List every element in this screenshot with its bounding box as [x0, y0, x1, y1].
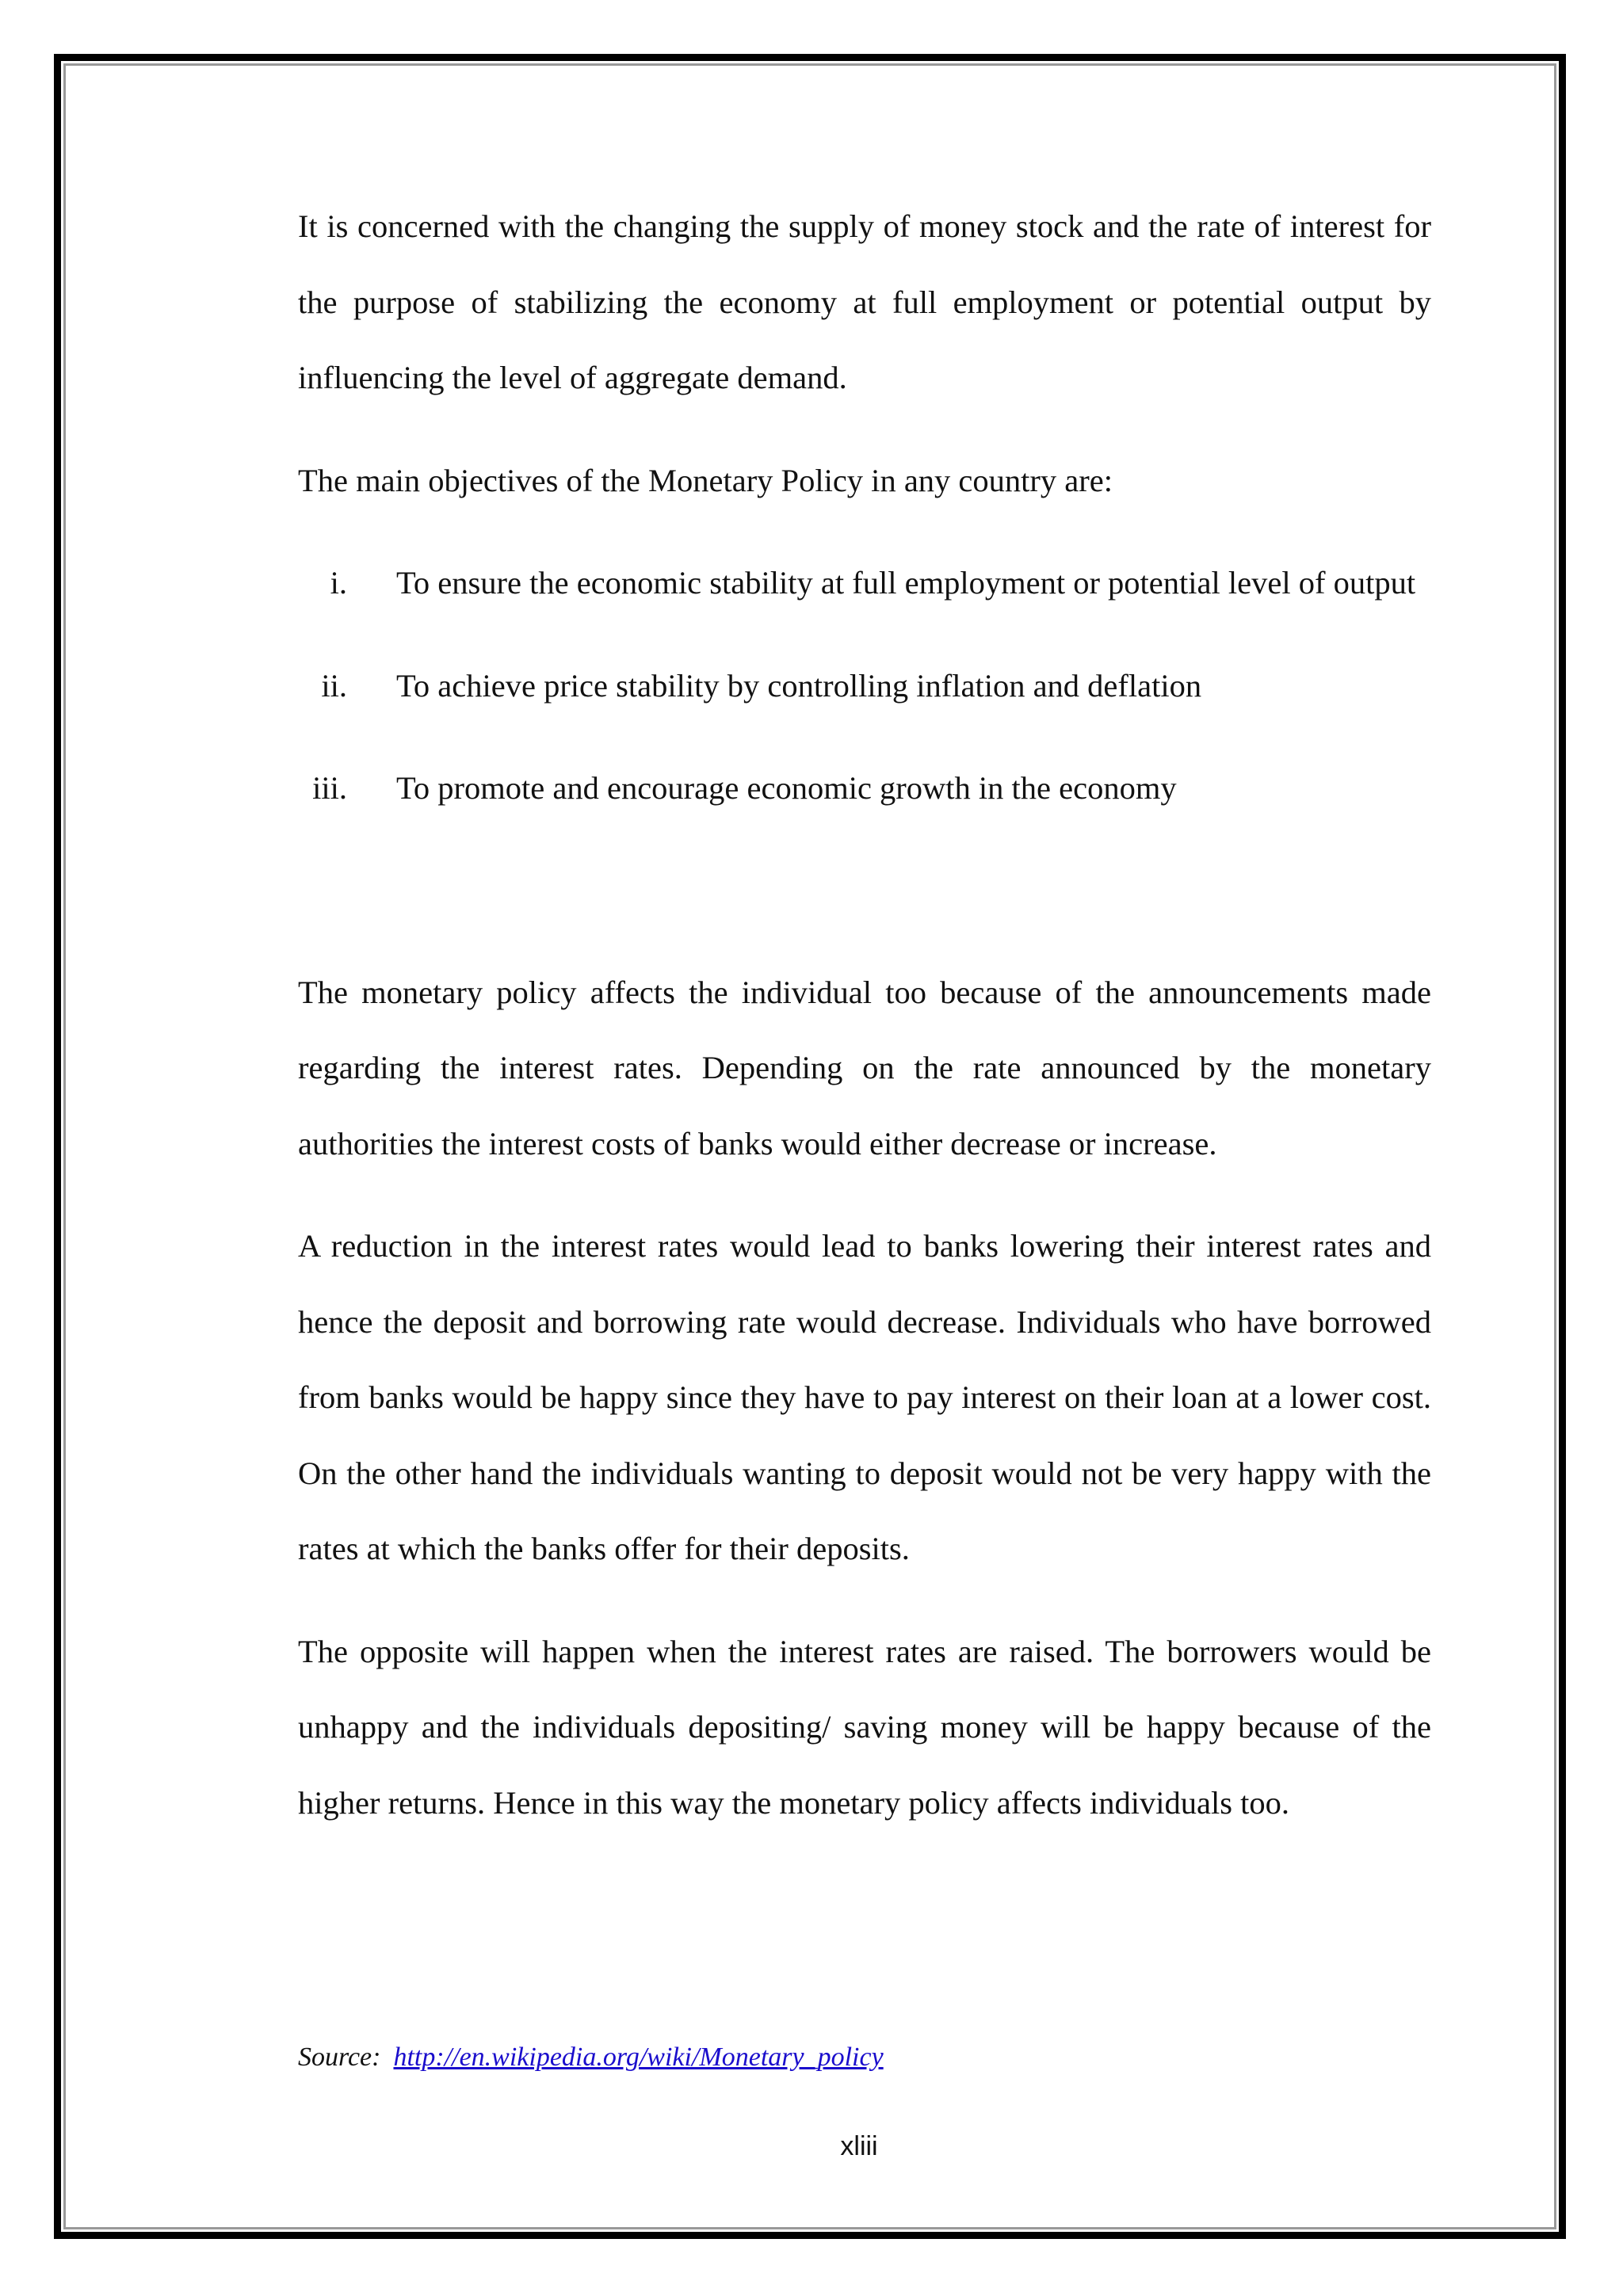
source-citation — [298, 2042, 884, 2073]
paragraph-rate-reduction: A reduction in the interest rates would lead to banks lowering their interest rates and hence the deposit and borrowing rate would decrease. Individuals who have borrowed from banks would be happy since they have to pay interest on their loan at a lower cost. On the other hand the individuals wanting to deposit would not be very happy with the rates at which the banks offer for their deposits. — [298, 1228, 1431, 1566]
list-item-text: To ensure the economic stability at full employment or potential level of output — [396, 565, 1416, 601]
list-item — [298, 648, 1431, 724]
list-item-number: iii. — [312, 770, 347, 806]
paragraph-rate-increase: The opposite will happen when the interest rates are raised. The borrowers would be unhappy and the individuals depositing/ saving money will be happy because of the higher returns. Hence in this way the monetary policy affects individuals too. — [298, 1633, 1431, 1821]
objectives-intro: The main objectives of the Monetary Policy in any country are: — [298, 462, 1113, 498]
paragraph-definition: It is concerned with the changing the supply of money stock and the rate of interest for the purpose of stabilizing the economy at full employment or potential output by influencing the level of aggregate demand. — [298, 208, 1431, 395]
list-item — [298, 750, 1431, 826]
list-item-text: To promote and encourage economic growth in the economy — [396, 770, 1177, 806]
section-spacer — [298, 853, 1431, 955]
list-item — [298, 545, 1431, 621]
document-body — [298, 189, 1431, 1867]
list-item-number: ii. — [321, 667, 347, 704]
source-link[interactable]: http://en.wikipedia.org/wiki/Monetary_policy — [393, 2042, 884, 2072]
objectives-list — [298, 545, 1431, 826]
list-item-number: i. — [330, 565, 347, 601]
page-number: xliii — [840, 2131, 878, 2161]
paragraph-individual-effect: The monetary policy affects the individual too because of the announcements made regarding the interest rates. Depending on the rate announced by the monetary authorities the interest costs of banks would either decrease or increase. — [298, 974, 1431, 1161]
source-label: Source: — [298, 2042, 381, 2072]
list-item-text: To achieve price stability by controlling inflation and deflation — [396, 667, 1202, 704]
